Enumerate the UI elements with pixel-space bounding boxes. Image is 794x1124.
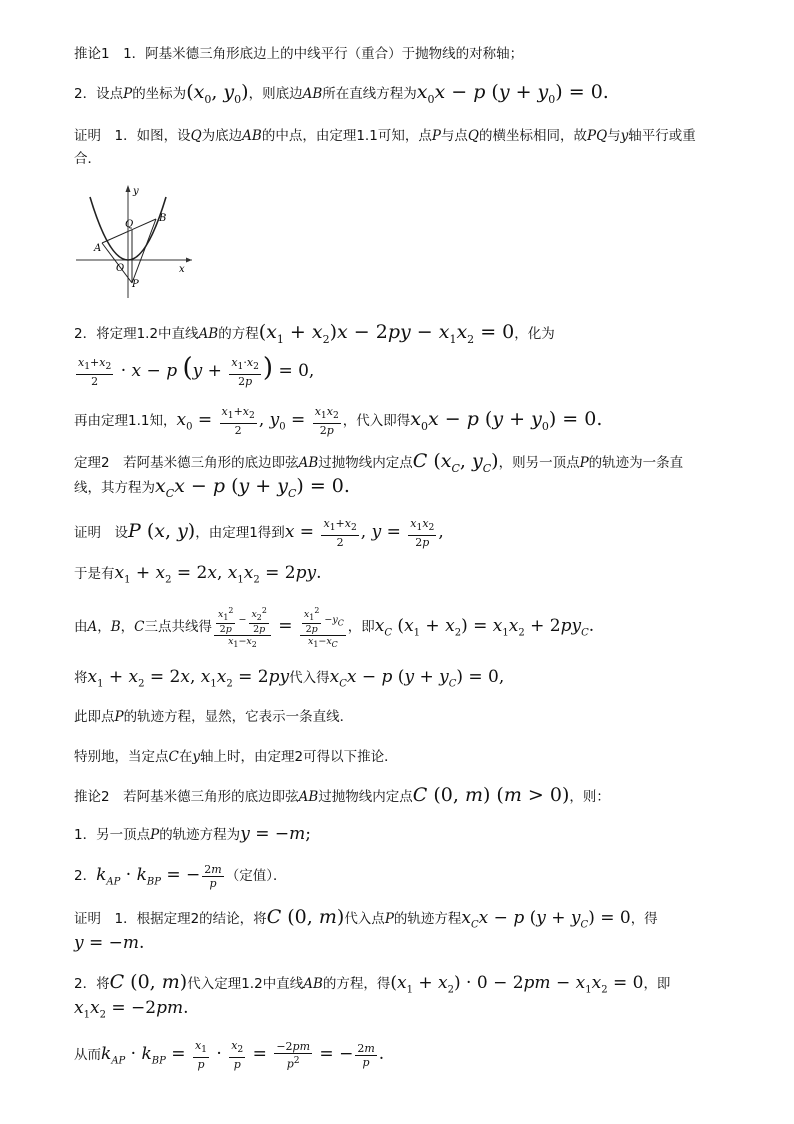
proof4-line3: 2．将C (0, m)代入定理1.2中直线AB的方程，得$(x_1 + x_2) \cdot 0 - 2pm - x_1x_2 = 0$，即 bbox=[74, 971, 671, 996]
theorem2-line1: 定理2 若阿基米德三角形的底边即弦AB过抛物线内定点C ($x_C$, $y_C$)，则另一顶点P的轨迹为一条直 bbox=[74, 450, 684, 475]
proof4-line4: $x_1x_2 = -2pm$. bbox=[74, 998, 189, 1021]
proof2-line1: 2．将定理1.2中直线AB的方程$(x_1 + x_2)x - 2py - x_1x_2 = 0$，化为 bbox=[74, 321, 555, 346]
proof3-line5: 此即点P的轨迹方程，显然，它表示一条直线． bbox=[74, 709, 354, 725]
label-p: P bbox=[132, 279, 139, 290]
label-a: A bbox=[94, 243, 102, 254]
proof4-line2: y = −m. bbox=[74, 933, 145, 953]
proof1-line2: 合． bbox=[74, 151, 101, 167]
proof4-line5: 从而$k_{AP} \cdot k_{BP}$ = $\frac{x_1}{p}$ · $\frac{x_2}{p}$ = $\frac{-2pm}{p^2}$ = − $\frac{2m}{p}$ . bbox=[74, 1039, 385, 1071]
proof2-line2: $\frac{x_1+x_2}{2}$ · x − p (y + $\frac{x_1\cdot x_2}{2p}$ ) = 0, bbox=[78, 353, 315, 388]
proof2-line3: 再由定理1.1知，$x_0$ = $\frac{x_1+x_2}{2}$ , $y_0$ = $\frac{x_1x_2}{2p}$ ，代入即得$x_0x - p$ $(y + y_0) = 0$. bbox=[74, 405, 603, 437]
corollary2-item1: 1．另一顶点P的轨迹方程为y = −m; bbox=[74, 824, 311, 844]
proof1-line1: 证明 1．如图，设Q为底边AB的中点，由定理1.1可知，点P与点Q的横坐标相同，故PQ与y轴平行或重 bbox=[74, 128, 696, 144]
proof3-line2: 于是有$x_1 + x_2 = 2x$, $x_1x_2 = 2py$. bbox=[74, 563, 322, 586]
corollary1-item2: 2．设点P的坐标为($x_0$, $y_0$)，则底边AB所在直线方程为$x_0x - p$ $(y + y_0) = 0$. bbox=[74, 81, 609, 106]
corollary2-line1: 推论2 若阿基米德三角形的底边即弦AB过抛物线内定点C (0, m) (m > 0)，则： bbox=[74, 784, 610, 806]
proof3-line1: 证明 设P (x, y)，由定理1得到x = $\frac{x_1+x_2}{2}$ , y = $\frac{x_1x_2}{2p}$ , bbox=[74, 517, 444, 549]
proof3-line4: 将$x_1 + x_2 = 2x$, $x_1x_2 = 2py$代入得$x_Cx - p$ $(y + y_C) = 0$, bbox=[74, 667, 505, 690]
x-axis-arrow bbox=[186, 258, 192, 263]
label-x: x bbox=[179, 264, 185, 275]
label-o: O bbox=[116, 263, 125, 274]
proof3-line3: 由A，B，C三点共线得 $\frac{x_1^2}{2p}$ − $\frac{x_2^2}{2p}$ $x_1-x_2$ = $\frac{x_1^2}{2p}$ $-y_C$ $x_1-x_C$ ，即$x_C$ $(x_1 + x_2) = x_1x_2 + 2py_C$. bbox=[74, 605, 595, 649]
theorem2-line2: 线，其方程为$x_Cx - p$ $(y + y_C) = 0$. bbox=[74, 475, 350, 500]
proof3-line6: 特别地，当定点C在y轴上时，由定理2可得以下推论． bbox=[74, 749, 398, 765]
proof4-line1: 证明 1．根据定理2的结论，将C (0, m)代入点P的轨迹方程$x_Cx - p$ $(y + y_C) = 0$，得 bbox=[74, 906, 658, 931]
y-axis-arrow bbox=[126, 185, 131, 192]
label-q: Q bbox=[125, 219, 134, 230]
label-b: B bbox=[159, 213, 167, 224]
corollary2-item2: 2．$k_{AP} \cdot k_{BP}$ = − $\frac{2m}{p}$ （定值）． bbox=[74, 862, 287, 890]
parabola-figure bbox=[74, 183, 199, 301]
corollary1-heading: 推论1 1．阿基米德三角形底边上的中线平行（重合）于抛物线的对称轴； bbox=[74, 46, 524, 62]
label-y: y bbox=[133, 186, 139, 197]
